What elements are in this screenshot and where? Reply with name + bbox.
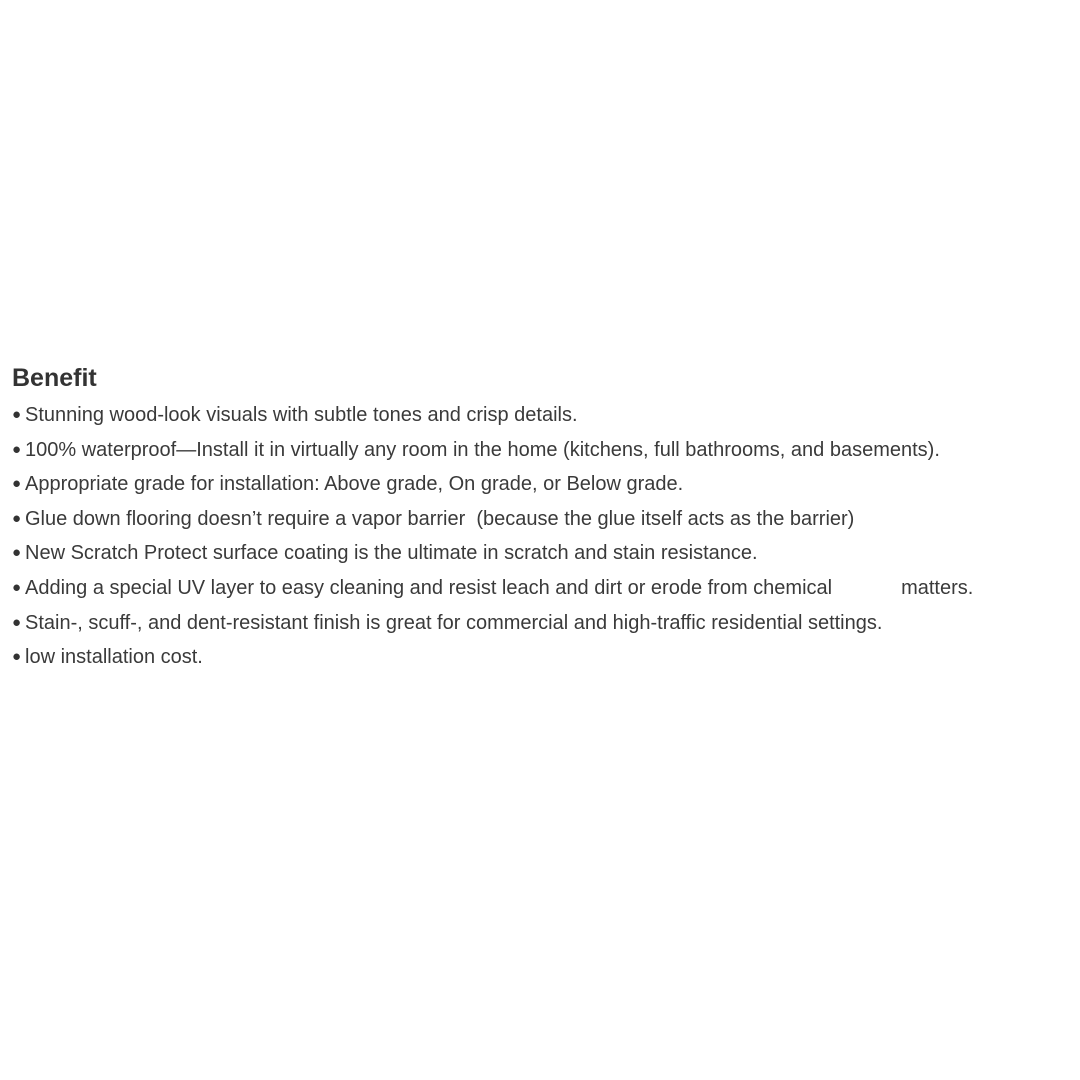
benefit-section (12, 362, 1072, 675)
list-item (12, 467, 1072, 502)
bullet-icon: ● (12, 648, 22, 666)
list-item (12, 571, 1072, 606)
bullet-icon: ● (12, 406, 22, 423)
list-item (12, 606, 1072, 641)
list-item (12, 640, 1072, 675)
list-item-text: low installation cost. (25, 646, 203, 669)
list-item-text: Glue down flooring doesn’t require a vapor barrier (because the glue itself acts as the barrier) (25, 507, 855, 530)
list-item-text: New Scratch Protect surface coating is the ultimate in scratch and stain resistance. (25, 542, 758, 565)
benefit-list (12, 398, 1072, 675)
list-item (12, 536, 1072, 571)
section-heading: Benefit (12, 364, 97, 392)
bullet-icon: ● (12, 509, 22, 527)
list-item-text-tail: matters. (901, 576, 974, 599)
bullet-icon: ● (12, 544, 22, 562)
list-item (12, 433, 1072, 468)
list-item (12, 502, 1072, 537)
bullet-icon: ● (12, 578, 22, 596)
bullet-icon: ● (12, 440, 22, 458)
list-item-text: Appropriate grade for installation: Above grade, On grade, or Below grade. (25, 473, 684, 496)
bullet-icon: ● (12, 475, 22, 493)
list-item (12, 398, 1072, 433)
list-item-text: Stain-, scuff-, and dent-resistant finish is great for commercial and high-traffic residential settings. (25, 611, 883, 634)
list-item-text: 100% waterproof—Install it in virtually any room in the home (kitchens, full bathrooms, and basements). (25, 438, 940, 461)
list-item-text: Adding a special UV layer to easy cleaning and resist leach and dirt or erode from chemical (25, 576, 833, 599)
bullet-icon: ● (12, 613, 22, 631)
list-item-text: Stunning wood-look visuals with subtle tones and crisp details. (25, 404, 578, 426)
